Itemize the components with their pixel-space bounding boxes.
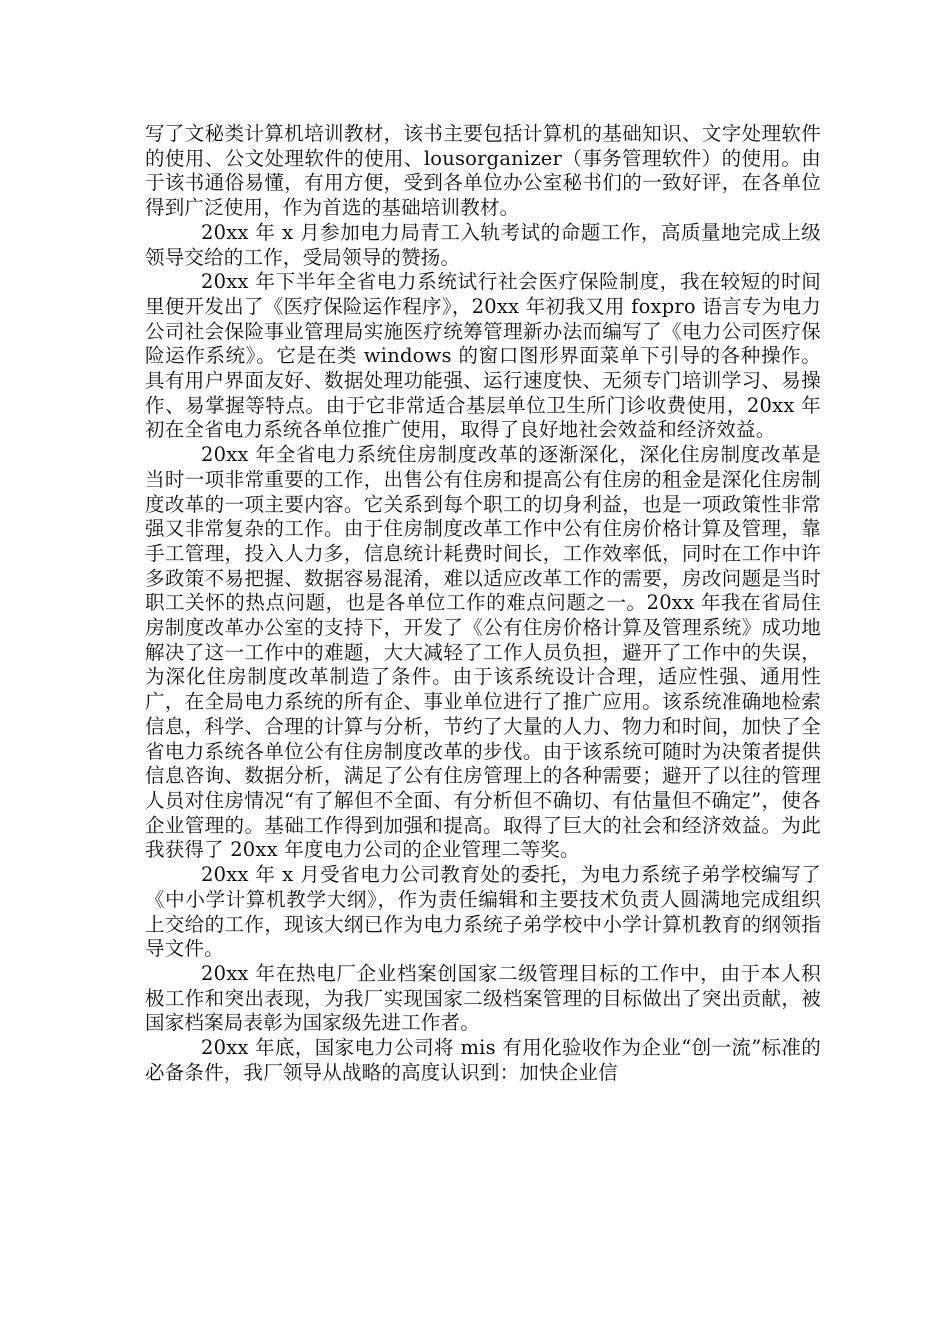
paragraph-archive-management: 20xx 年在热电厂企业档案创国家二级管理目标的工作中，由于本人积极工作和突出表现，为我厂实现国家二级档案管理的目标做出了突出贡献，被国家档案局表彰为国家级先进工作者。 bbox=[145, 961, 821, 1035]
paragraph-mis-acceptance: 20xx 年底，国家电力公司将 mis 有用化验收作为企业“创一流”标准的必备条件，我厂领导从战略的高度认识到：加快企业信 bbox=[145, 1036, 821, 1084]
paragraph-housing-reform: 20xx 年全省电力系统住房制度改革的逐渐深化，深化住房制度改革是当时一项非常重要的工作，出售公有住房和提高公有住房的租金是深化住房制度改革的一项主要内容。它关系到每个职工的切身利益，也是一项政策性非常强又非常复杂的工作。由于住房制度改革工作中公有住房价格计算及管理，靠手工管理，投入人力多，信息统计耗费时间长，工作效率低，同时在工作中许多政策不易把握、数据容易混淆，难以适应改革工作的需要，房改问题是当时职工关怀的热点问题，也是各单位工作的难点问题之一。20xx 年我在省局住房制度改革办公室的支持下，开发了《公有住房价格计算及管理系统》成功地解决了这一工作中的难题，大大减轻了工作人员负担，避开了工作中的失误，为深化住房制度改革制造了条件。由于该系统设计合理，适应性强、通用性广，在全局电力系统的所有企、事业单位进行了推广应用。该系统准确地检索信息，科学、合理的计算与分析，节约了大量的人力、物力和时间，加快了全省电力系统各单位公有住房制度改革的步伐。由于该系统可随时为决策者提供信息咨询、数据分析，满足了公有住房管理上的各种需要；避开了以往的管理人员对住房情况“有了解但不全面、有分析但不确切、有估量但不确定”，使各企业管理的。基础工作得到加强和提高。取得了巨大的社会和经济效益。为此我获得了 20xx 年度电力公司的企业管理二等奖。 bbox=[145, 443, 821, 862]
document-body bbox=[145, 122, 821, 1085]
paragraph-textbook: 写了文秘类计算机培训教材，该书主要包括计算机的基础知识、文字处理软件的使用、公文处理软件的使用、lousorganizer（事务管理软件）的使用。由于该书通俗易懂，有用方便，受到各单位办公室秘书们的一致好评，在各单位得到广泛使用，作为首选的基础培训教材。 bbox=[145, 122, 821, 220]
paragraph-teaching-outline: 20xx 年 x 月受省电力公司教育处的委托，为电力系统子弟学校编写了《中小学计算机教学大纲》，作为责任编辑和主要技术负责人圆满地完成组织上交给的工作，现该大纲已作为电力系统子弟学校中小学计算机教育的纲领指导文件。 bbox=[145, 863, 821, 961]
paragraph-exam-work: 20xx 年 x 月参加电力局青工入轨考试的命题工作，高质量地完成上级领导交给的工作，受局领导的赞扬。 bbox=[145, 220, 821, 269]
paragraph-medical-insurance: 20xx 年下半年全省电力系统试行社会医疗保险制度，我在较短的时间里便开发出了《医疗保险运作程序》，20xx 年初我又用 foxpro 语言专为电力公司社会保险事业管理局实施医疗统筹管理新办法而编写了《电力公司医疗保险运作系统》。它是在类 windows 的窗口图形界面菜单下引导的各种操作。具有用户界面友好、数据处理功能强、运行速度快、无须专门培训学习、易操作、易掌握等特点。由于它非常适合基层单位卫生所门诊收费使用，20xx 年初在全省电力系统各单位推广使用，取得了良好地社会效益和经济效益。 bbox=[145, 270, 821, 442]
